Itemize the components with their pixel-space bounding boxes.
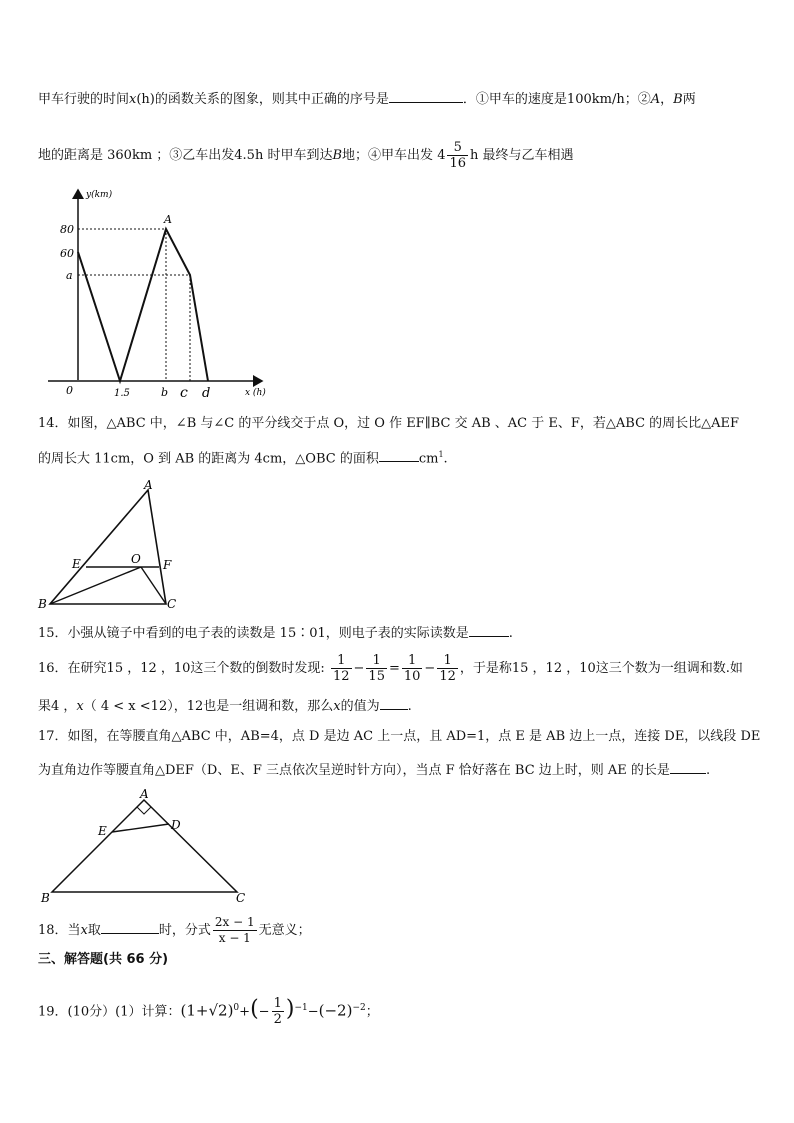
q13-text: 甲车行驶的时间	[38, 92, 130, 107]
distance-time-graph	[40, 185, 275, 400]
answer-blank[interactable]	[389, 88, 463, 103]
semicolon: ；	[365, 1004, 379, 1020]
frac-num: 1	[331, 653, 352, 669]
q15	[38, 622, 513, 644]
frac-num: 1	[273, 996, 282, 1012]
q19	[38, 988, 379, 1032]
point-B: B	[673, 92, 683, 107]
q17-text: 为直角边作等腰直角△DEF（D、E、F 三点依次呈逆时针方向），当点 F 恰好落在 BC 边上时，则 AE 的长是	[38, 763, 670, 778]
point-A: A	[650, 92, 661, 107]
equals: =	[388, 661, 400, 676]
q13-text: 地；④甲车出发	[342, 148, 434, 163]
tick-b: b	[161, 386, 169, 399]
fraction-expression	[213, 915, 257, 946]
expr-neg2: (−2)	[318, 1001, 353, 1020]
segment-oc	[141, 567, 166, 604]
frac-den: 12	[332, 669, 350, 684]
frac-num: 2x − 1	[214, 915, 255, 929]
q13-text: 地的距离是 360km ；③乙车出发4.5h 时甲车到达	[38, 148, 333, 163]
mixed-fraction	[447, 140, 468, 171]
segment-ed	[112, 824, 169, 832]
var-x: x	[129, 92, 137, 107]
paren-close: )	[285, 996, 295, 1022]
x-axis-label: x (h)	[245, 388, 266, 398]
frac-num: 5	[447, 140, 468, 156]
q13-text: ．①甲车的速度是	[462, 92, 567, 107]
frac-den: 15	[368, 669, 385, 684]
graph-line	[78, 229, 208, 381]
frac-num: 1	[402, 653, 423, 669]
period: .	[443, 451, 448, 467]
unit-cm: cm	[418, 451, 439, 467]
q15-text: 15．小强从镜子中看到的电子表的读数是 15∶01，则电子表的实际读数是	[38, 626, 469, 641]
exponent-0: 0	[233, 1003, 240, 1013]
q14-line2	[38, 445, 448, 469]
section-title: 三、解答题(共 66 分)	[38, 952, 169, 967]
tick-60: 60	[60, 247, 74, 260]
period: .	[407, 699, 412, 714]
triangle-abc-figure	[36, 478, 186, 613]
exponent-neg1: −1	[294, 1003, 308, 1013]
paren-open: (	[250, 996, 259, 1022]
q14-line1: 14．如图，△ABC 中，∠B 与∠C 的平分线交于点 O，过 O 作 EF∥BC 交 AB 、AC 于 E、F，若△ABC 的周长比△AEF	[38, 416, 740, 431]
q19-text: 19．(10分）(1）计算：	[38, 1004, 181, 1020]
var-x: x	[333, 699, 341, 714]
q13-text: ；②	[624, 92, 651, 107]
answer-blank[interactable]	[469, 622, 509, 637]
label-A: A	[144, 478, 153, 492]
point-B: B	[332, 148, 343, 163]
frac-den: 16	[449, 156, 467, 171]
q13-text: 的函数关系的图象，则其中正确的序号是	[154, 92, 389, 107]
q18-text: 时，分式	[158, 923, 211, 938]
q16-text: ，于是称15 ，12 ，10这三个数为一组调和数.如	[459, 661, 743, 676]
q16-line2	[38, 695, 412, 717]
fraction-1-10	[402, 653, 423, 684]
q14-text: 的周长大 11cm，O 到 AB 的距离为 4cm，△OBC 的面积	[38, 451, 379, 467]
period: .	[705, 763, 711, 778]
q16-text: 的值为	[340, 699, 380, 714]
q16-text: 果4 ，	[38, 699, 77, 714]
triangle-abc	[50, 490, 166, 604]
exponent-neg2: −2	[352, 1003, 366, 1013]
origin-label: 0	[66, 384, 73, 397]
label-C: C	[236, 891, 246, 905]
right-angle-mark	[137, 807, 151, 814]
minus: −	[353, 661, 365, 676]
frac-den: 2	[273, 1012, 282, 1028]
q13-text: ，	[660, 92, 674, 107]
frac-den: 12	[439, 669, 456, 684]
expr-1-plus-root2: (1+√2)	[180, 1001, 234, 1020]
label-D: D	[171, 818, 181, 832]
label-B: B	[41, 891, 50, 905]
frac-num: 1	[366, 653, 387, 669]
isosceles-right-triangle-figure	[38, 785, 253, 907]
tick-80: 80	[60, 223, 74, 236]
answer-blank[interactable]	[101, 919, 159, 934]
segment-bo	[50, 567, 141, 604]
label-O: O	[131, 552, 141, 566]
minus: −	[258, 1004, 270, 1020]
q18	[38, 914, 311, 948]
speed-value: 100km/h	[566, 92, 625, 107]
var-x: x	[76, 699, 84, 714]
fraction-1-15	[366, 653, 387, 684]
mixed-whole: 4	[437, 148, 446, 163]
q18-text: 18．当	[38, 923, 81, 938]
q16-condition: （ 4 < x <12），12也是一组调和数，那么	[83, 699, 334, 714]
unit-h: (h)	[136, 92, 155, 107]
label-E: E	[98, 824, 107, 838]
answer-blank[interactable]	[379, 447, 419, 462]
q17-line2	[38, 759, 710, 781]
y-axis-label: y(km)	[86, 190, 113, 200]
q16-text: 16．在研究15 ，12 ，10这三个数的倒数时发现:	[38, 661, 325, 676]
q13-line2	[38, 140, 574, 171]
q17-line1: 17．如图，在等腰直角△ABC 中，AB=4，点 D 是边 AC 上一点，且 AD=1，点 E 是 AB 边上一点，连接 DE，以线段 DE	[38, 729, 761, 744]
plus: +	[239, 1004, 251, 1020]
label-B: B	[38, 597, 47, 611]
minus: −	[424, 661, 436, 676]
answer-blank[interactable]	[380, 695, 408, 710]
q13-line1	[38, 88, 696, 110]
tick-1-5: 1.5	[114, 388, 130, 399]
fraction-1-12b	[437, 653, 458, 684]
label-E: E	[72, 557, 81, 571]
exponent: 1	[438, 450, 444, 459]
frac-den: x − 1	[218, 931, 251, 945]
q18-text: 取	[87, 923, 101, 938]
fraction-1-12	[331, 653, 352, 684]
q16-line1	[38, 652, 743, 686]
tick-d: d	[202, 386, 211, 400]
label-A: A	[140, 787, 149, 801]
frac-den: 10	[403, 669, 421, 684]
tick-a: a	[66, 269, 73, 282]
period: .	[508, 626, 513, 641]
fraction-1-2	[272, 996, 284, 1027]
q13-text: h 最终与乙车相遇	[470, 148, 574, 163]
tick-c: c	[180, 385, 188, 400]
q18-text: 无意义；	[258, 923, 311, 938]
label-F: F	[163, 558, 172, 572]
label-C: C	[167, 597, 177, 611]
peak-label-A: A	[164, 213, 172, 226]
q13-text: 两	[682, 92, 696, 107]
frac-num: 1	[437, 653, 458, 669]
answer-blank[interactable]	[670, 759, 706, 774]
var-x: x	[80, 923, 88, 938]
minus: −	[307, 1004, 319, 1020]
